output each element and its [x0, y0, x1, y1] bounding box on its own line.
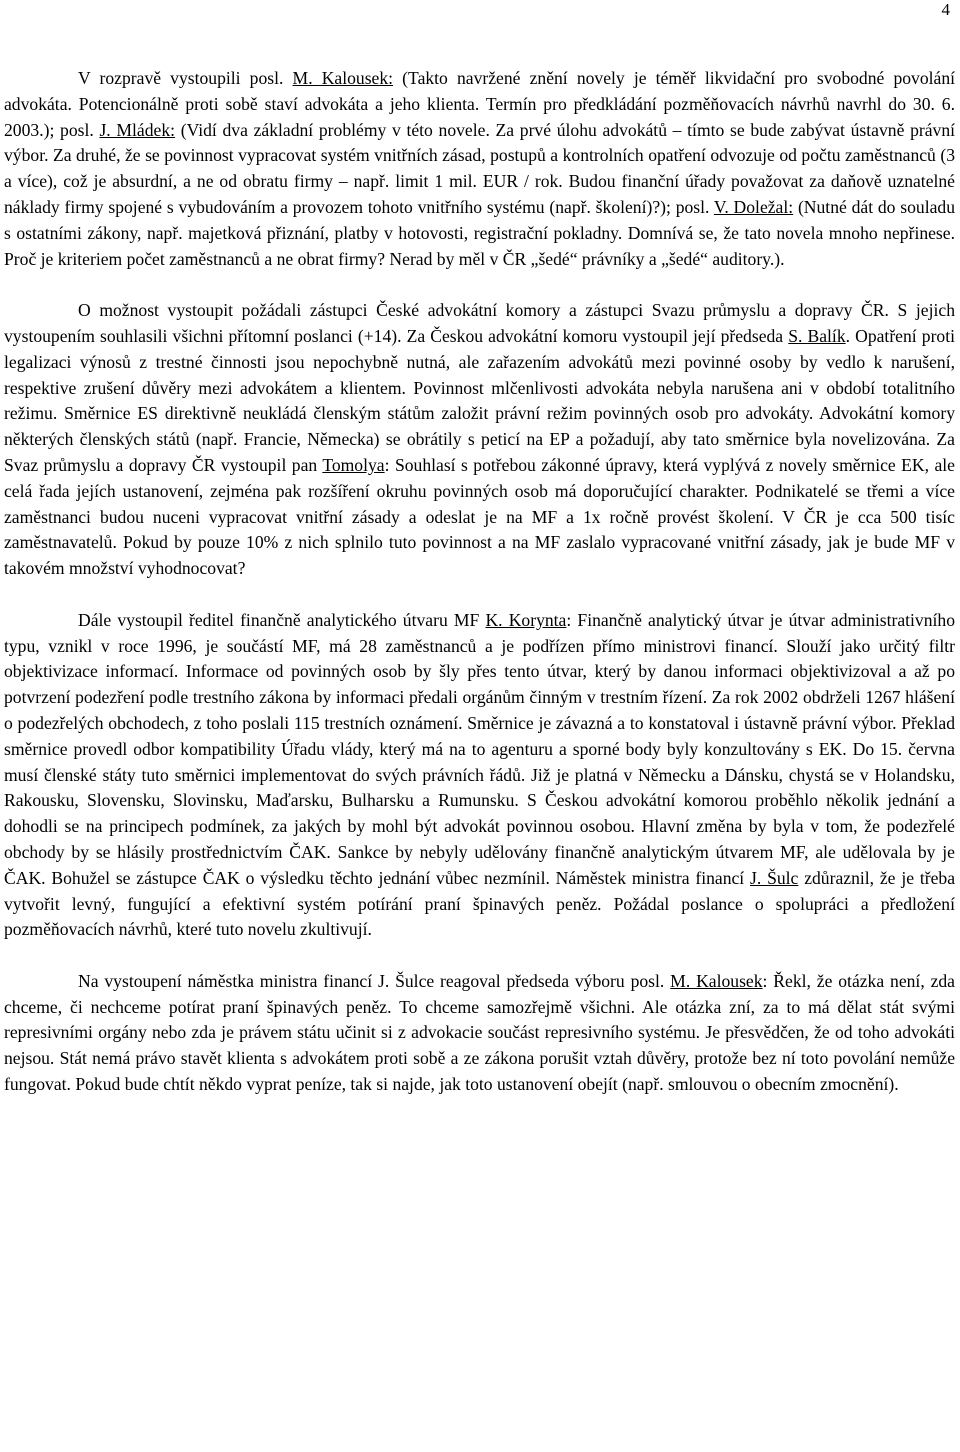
text-segment: (Nutné dát do souladu s ostatními zákony, např. majetková přiznání, platby v hotovosti, registrační pokladny. Domnívá se, že tato novela mnoho nepřinese. Proč je kriteriem počet zaměstnanců a ne obrat firmy? Nerad by měl v ČR „šedé“ právníky a „šedé“ auditory.). — [4, 196, 956, 269]
text-segment: . Opatření proti legalizaci výnosů z trestné činnosti jsou nepochybně nutná, ale zařazením advokátů mezi povinné osoby by vedlo k narušení, respektive zrušení důvěry mezi advokátem a klientem. Povinnost mlčenlivosti advokáta nebyla narušena ani v období totalitního režimu. Směrnice ES direktivně neukládá členským státům založit právní režim povinných osob pro advokáty. Advokátní komory některých členských států (např. Francie, Německa) se obrátily s peticí na EP a požadují, aby tato směrnice byla novelizována. Za Svaz průmyslu a dopravy ČR vystoupil pan — [4, 325, 955, 475]
speaker-name: S. Balík — [788, 325, 846, 346]
text-segment: (Vidí dva základní problémy v této novele. Za prvé úlohu advokátů – tímto se bude zabývat ústavně právní výbor. Za druhé, že se povinnost vypracovat systém vnitřních zásad, postupů a kontrolních opatření odvozuje od počtu zaměstnanců (3 a více), což je absurdní, a ne od obratu firmy – např. limit 1 mil. EUR / rok. Budou finanční úřady považovat za daňově uznatelné náklady firmy spojené s vybudováním a provozem tohoto vnitřního systému (např. školení)?); posl. — [4, 119, 956, 217]
text-segment: : Finančně analytický útvar je útvar administrativního typu, vznikl v roce 1996, je součástí MF, má 28 zaměstnanců a je podřízen přímo ministrovi financí. Slouží jako určitý filtr objektivizace informací. Informace od povinných osob by šly přes tento útvar, který by danou informaci objektivizoval a až po potvrzení podezření podle trestního zákona by informaci předali orgánům činným v trestním řízení. Za rok 2002 obdrželi 1267 hlášení o podezřelých obchodech, z toho poslali 115 trestních oznámení. Směrnice je závazná a to konstatoval i ústavně právní výbor. Překlad směrnice provedl odbor kompatibility Úřadu vlády, který má na to agenturu a sporné body byly konzultovány s EK. Do 15. června musí členské státy tuto směrnici implementovat do svých právních řádů. Již je platná v Německu a Dánsku, chystá se v Holandsku, Rakousku, Slovensku, Slovinsku, Maďarsku, Bulharsku a Rumunsku. S Českou advokátní komorou proběhlo několik jednání a dohodli se na principech podmínek, za jakých by mohl být advokát povinnou osobou. Hlavní změna by byla v tom, že podezřelé obchody by se hlásily prostřednictvím ČAK. Sankce by nebyly udělovány finančně analytickým útvarem MF, ale udělovala by je ČAK. Bohužel se zástupce ČAK o výsledku těchto jednání vůbec nezmínil. Náměstek ministra financí — [4, 609, 955, 888]
paragraph-debate — [4, 66, 955, 272]
text-segment: (Takto navržené znění novely je téměř likvidační pro svobodné povolání advokáta. Potencionálně proti sobě staví advokáta a jeho klienta. Termín pro předkládání pozměňovacích návrhů navrhl do 30. 6. 2003.); posl. — [4, 68, 956, 140]
text-segment: O možnost vystoupit požádali zástupci České advokátní komory a zástupci Svazu průmyslu a dopravy ČR. S jejich vystoupením souhlasili všichni přítomní poslanci (+14). Za Českou advokátní komoru vystoupil její předseda — [4, 300, 955, 346]
speaker-name: V. Doležal: — [713, 196, 794, 217]
page-number: 4 — [941, 0, 950, 19]
speaker-name: M. Kalousek: — [292, 68, 394, 88]
paragraph-gap — [4, 943, 955, 969]
text-segment: : Souhlasí s potřebou zákonné úpravy, která vyplývá z novely směrnice EK, ale celá řada jejích ustanovení, zejména pak rozšíření okruhu povinných osob má doporučující charakter. Podnikatelé se třemi a více zaměstnanci budou nuceni vypracovat vnitřní zásady a odeslat je na MF a 1x ročně provést školení. V ČR je cca 500 tisíc zaměstnavatelů. Pokud by pouze 10% z nich splnilo tuto povinnost a na MF zaslalo vypracované vnitřní zásady, jak je bude MF v takovém množství vyhodnocovat? — [4, 454, 955, 579]
paragraph-representatives — [4, 298, 955, 582]
speaker-name: K. Korynta — [485, 609, 567, 630]
text-segment: Dále vystoupil ředitel finančně analytického útvaru MF — [78, 609, 486, 630]
paragraph-director — [4, 608, 955, 943]
paragraph-gap — [4, 582, 955, 608]
text-segment: zdůraznil, že je třeba vytvořit levný, fungující a efektivní systém potírání praní špinavých peněz. Požádal poslance o spolupráci a předložení pozměňovacích návrhů, které tuto novelu zkultivují. — [4, 867, 956, 940]
text-segment: : Řekl, že otázka není, zda chceme, či nechceme potírat praní špinavých peněz. To chceme samozřejmě všichni. Ale otázka zní, za to má dělat stát svými represivními orgány nebo zda je právem státu učinit si z advokacie součást represivního systému. Je přesvědčen, že od toho advokáti nejsou. Stát nemá právo stavět klienta s advokátem proti sobě a ze zákona porušit vztah důvěry, protože bez ní toto povolání nemůže fungovat. Pokud bude chtít někdo vyprat peníze, tak si najde, jak toto ustanovení obejít (např. smlouvou o obecním zmocnění). — [4, 970, 955, 1095]
speaker-name: J. Šulc — [750, 867, 799, 888]
document-body — [4, 66, 955, 1098]
text-segment: Na vystoupení náměstka ministra financí J. Šulce reagoval předseda výboru posl. — [78, 970, 671, 991]
text-segment: V rozpravě vystoupili posl. — [78, 68, 293, 88]
speaker-name: J. Mládek: — [99, 119, 176, 140]
speaker-name: M. Kalousek — [670, 970, 763, 991]
paragraph-gap — [4, 272, 955, 298]
paragraph-chairman-reply — [4, 969, 955, 1098]
speaker-name: Tomolya — [322, 454, 385, 475]
